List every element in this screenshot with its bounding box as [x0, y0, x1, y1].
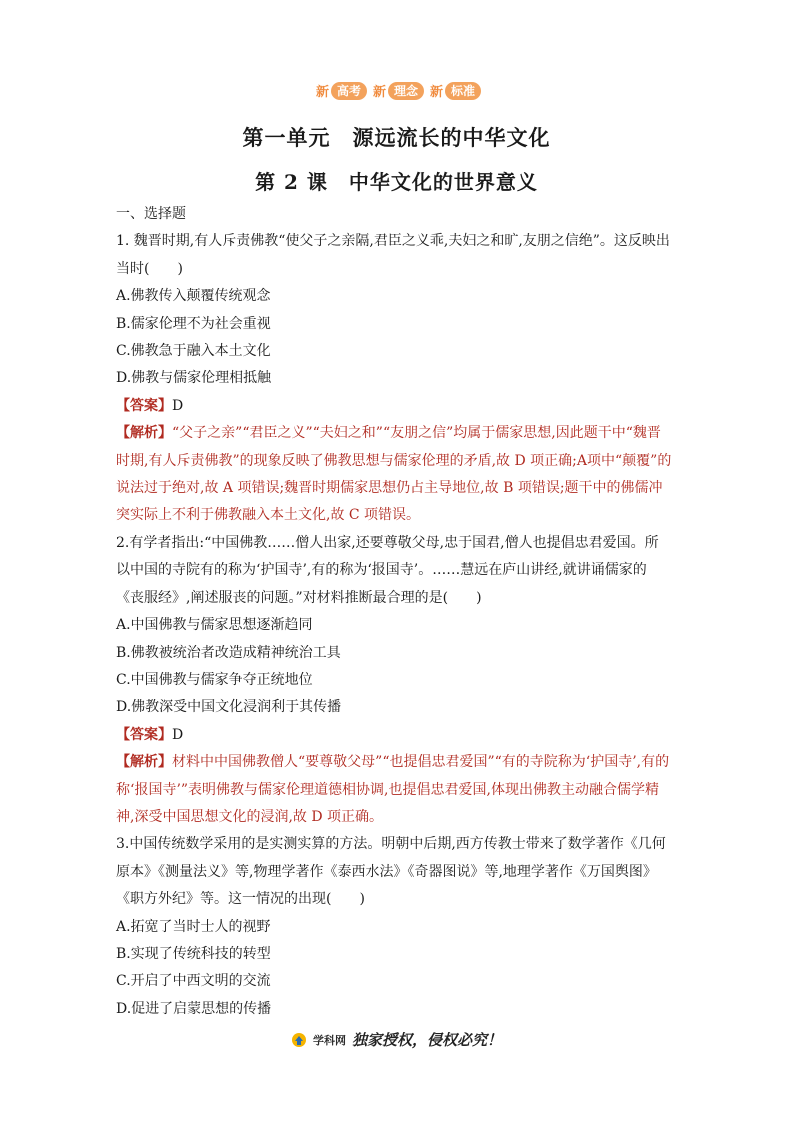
badge-pill: 标准: [445, 82, 481, 100]
xuekewang-logo-icon: [291, 1032, 307, 1048]
question-2-stem: 2.有学者指出:“中国佛教……僧人出家,还要尊敬父母,忠于国君,僧人也提倡忠君爱国。所以中国的寺院有的称为‘护国寺’,有的称为‘报国寺’。……慧远在庐山讲经,就讲诵儒家的《丧服经》,阐述服丧的问题。”对材料推断最合理的是( ): [116, 534, 659, 606]
footer: [0, 1029, 793, 1050]
question-3-stem: 3.中国传统数学采用的是实测实算的方法。明朝中后期,西方传教士带来了数学著作《几何原本》《测量法义》等,物理学著作《泰西水法》《奇器图说》等,地理学著作《万国舆图》《职方外纪》等。这一情况的出现( ): [116, 836, 666, 908]
question-1-stem: 1. 魏晋时期,有人斥责佛教“使父子之亲隔,君臣之义乖,夫妇之和旷,友朋之信绝”。这反映出当时( ): [116, 233, 670, 277]
badge-word: 新: [315, 85, 329, 100]
answer-value: D: [172, 726, 184, 743]
answer-value: D: [172, 397, 184, 414]
badge-word: 新: [372, 85, 386, 100]
question-3-option-c: C.开启了中西文明的交流: [116, 973, 271, 990]
footer-slogan: 独家授权，侵权必究！: [351, 1031, 502, 1049]
question-1-answer: [116, 393, 672, 420]
question-3-option-a: A.拓宽了当时士人的视野: [116, 918, 271, 935]
question-2-answer: [116, 722, 672, 749]
question-2-option-d: D.佛教深受中国文化浸润利于其传播: [116, 699, 342, 716]
badge-word: 新: [430, 85, 444, 100]
badge-pill: 高考: [331, 82, 367, 100]
question-content: [116, 201, 672, 1023]
answer-label: 【答案】: [116, 397, 172, 414]
analysis-text: 材料中中国佛教僧人“要尊敬父母”“也提倡忠君爱国”“有的寺院称为‘护国寺’,有的称‘报国寺’”表明佛教与儒家伦理道德相协调,也提倡忠君爱国,体现出佛教主动融合儒学精神,深受中国思想文化的浸润,故 D 项正确。: [116, 754, 670, 825]
question-1-analysis: [116, 420, 672, 530]
analysis-text: “父子之亲”“君臣之义”“夫妇之和”“友朋之信”均属于儒家思想,因此题干中“魏晋时期,有人斥责佛教”的现象反映了佛教思想与儒家伦理的矛盾,故 D 项正确;A项中“颠覆”的说法过于绝对,故 A 项错误;魏晋时期儒家思想仍占主导地位,故 B 项错误;题干中的佛儒冲突实际上不利于佛教融入本土文化,故 C 项错误。: [116, 425, 672, 524]
header-badge: [0, 81, 793, 100]
question-2-option-a: A.中国佛教与儒家思想逐渐趋同: [116, 617, 313, 634]
answer-label: 【答案】: [116, 726, 172, 743]
question-2-option-b: B.佛教被统治者改造成精神统治工具: [116, 644, 341, 661]
question-1-option-a: A.佛教传入颠覆传统观念: [116, 288, 271, 305]
unit-title: 第一单元 源远流长的中华文化: [242, 125, 551, 150]
question-3-option-b: B.实现了传统科技的转型: [116, 945, 271, 962]
question-2-analysis: [116, 749, 672, 831]
logo-text: 学科网: [312, 1033, 346, 1047]
question-3-option-d: D.促进了启蒙思想的传播: [116, 1000, 272, 1017]
lesson-title: 第 2 课 中华文化的世界意义: [255, 170, 538, 194]
question-2-option-c: C.中国佛教与儒家争夺正统地位: [116, 671, 313, 688]
question-1-option-b: B.儒家伦理不为社会重视: [116, 315, 271, 332]
analysis-label: 【解析】: [116, 425, 172, 442]
section-heading: 一、选择题: [116, 206, 186, 222]
analysis-label: 【解析】: [116, 754, 172, 771]
question-1-option-d: D.佛教与儒家伦理相抵触: [116, 370, 272, 387]
badge-pill: 理念: [388, 82, 424, 100]
question-1-option-c: C.佛教急于融入本土文化: [116, 343, 271, 360]
